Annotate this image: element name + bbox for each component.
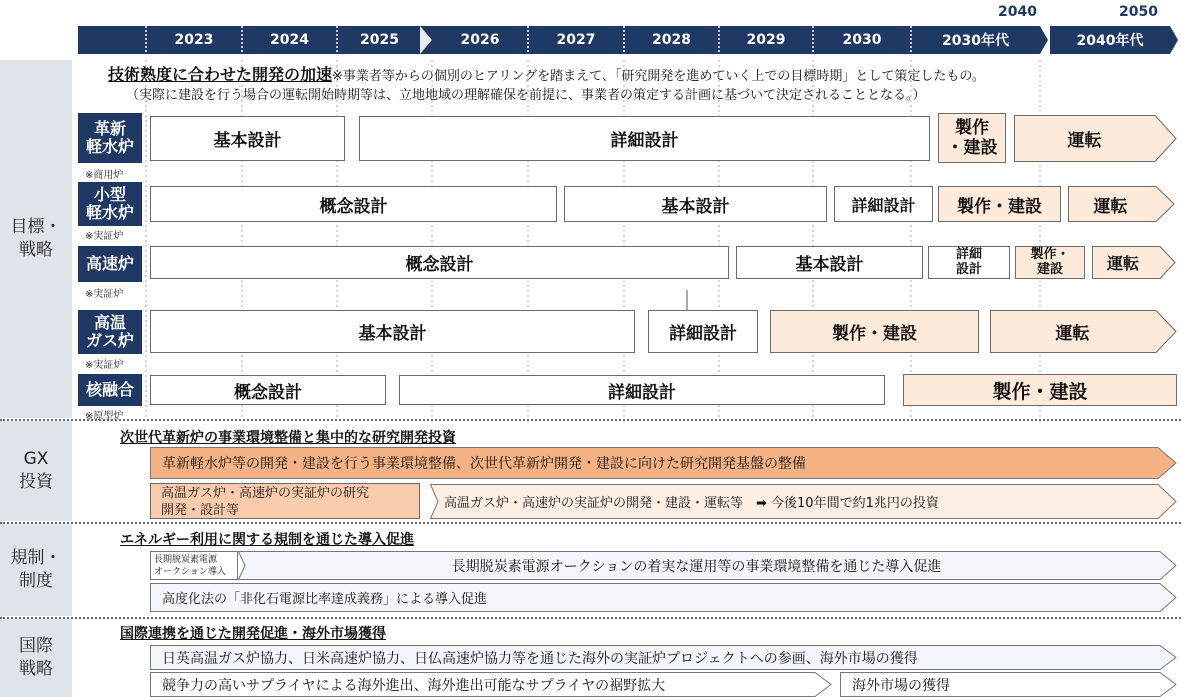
year-2025: 2025 bbox=[360, 32, 399, 48]
section-target: 目標・ 戦略 bbox=[0, 60, 72, 418]
gx-arrow-2-label: 高温ガス炉・高速炉の実証炉の開発・建設・運転等 ➡ 今後10年間で約1兆円の投資 bbox=[444, 496, 939, 511]
section-gx: GX 投資 bbox=[0, 421, 72, 521]
year-2028: 2028 bbox=[652, 32, 691, 48]
gx-arrow-1-label: 革新軽水炉等の開発・建設を行う事業環境整備、次世代革新炉開発・建設に向けた研究開発基盤の整備 bbox=[162, 456, 806, 472]
row-note-fast-reactor: ※実証炉 bbox=[85, 289, 124, 300]
title-note: ※事業者等からの個別のヒアリングを踏まえて、「研究開発を進めていく上での目標時期」として策定したもの。 bbox=[332, 69, 985, 84]
r3-operation bbox=[1092, 246, 1176, 279]
r3-manufacture-build: 製作・ 建設 bbox=[1015, 246, 1085, 279]
reg-arrow-2-label: 高度化法の「非化石電源比率達成義務」による導入促進 bbox=[162, 592, 488, 607]
row-label-htgr: 高温 ガス炉 bbox=[78, 310, 142, 354]
r3-operation-label: 運転 bbox=[1106, 254, 1139, 273]
r1-manufacture-build: 製作 ・建設 bbox=[938, 113, 1006, 163]
year-2029: 2029 bbox=[746, 32, 786, 48]
row-label-small-lwr: 小型 軽水炉 bbox=[78, 182, 142, 226]
r3-concept-design: 概念設計 bbox=[150, 246, 729, 279]
separator-1 bbox=[0, 419, 1181, 421]
r2-basic-design: 基本設計 bbox=[564, 186, 827, 222]
r1-operation bbox=[1014, 115, 1177, 162]
r2-operation bbox=[1068, 186, 1175, 222]
r2-operation-label: 運転 bbox=[1093, 196, 1128, 217]
r2-manufacture-build: 製作・建設 bbox=[938, 186, 1061, 222]
separator-2 bbox=[0, 522, 1181, 524]
gx-header: 次世代革新炉の事業環境整備と集中的な研究開発投資 bbox=[120, 430, 456, 446]
reg-arrow-2 bbox=[150, 583, 1177, 612]
r1-basic-design: 基本設計 bbox=[150, 116, 345, 161]
intl-arrow-1-label: 日英高温ガス炉協力、日米高速炉協力、日仏高速炉協力等を通じた海外の実証炉プロジェクトへの参画、海外市場の獲得 bbox=[162, 650, 918, 667]
row-note-fusion: ※原型炉 bbox=[85, 411, 124, 422]
r4-manufacture-build: 製作・建設 bbox=[770, 310, 979, 353]
r2-detailed-design: 詳細設計 bbox=[834, 186, 933, 222]
intl-arrow-3 bbox=[840, 672, 1177, 697]
title-line bbox=[108, 62, 1178, 85]
intl-arrow-3-label: 海外市場の獲得 bbox=[852, 677, 950, 694]
r2-concept-design: 概念設計 bbox=[150, 186, 557, 222]
r4-basic-design: 基本設計 bbox=[150, 310, 635, 353]
r5-detailed-design: 詳細設計 bbox=[399, 375, 885, 405]
section-regulation: 規制・ 制度 bbox=[0, 524, 72, 616]
gx-box-research: 高温ガス炉・高速炉の実証炉の研究 開発・設計等 bbox=[150, 483, 420, 519]
r4-operation bbox=[990, 310, 1177, 353]
reg-arrow-1 bbox=[238, 551, 1177, 580]
r5-manufacture-build: 製作・建設 bbox=[903, 374, 1177, 406]
r4-detailed-design: 詳細設計 bbox=[648, 310, 758, 353]
year-2030: 2030 bbox=[842, 32, 882, 48]
intl-header: 国際連携を通じた開発促進・海外市場獲得 bbox=[120, 626, 386, 642]
title-sub: （実際に建設を行う場合の運転開始時期等は、立地地域の理解確保を前提に、事業者の策定する計画に基づいて決定されることとなる。） bbox=[126, 88, 926, 103]
year-2030s: 2030年代 bbox=[942, 33, 1009, 49]
year-label-2050: 2050 bbox=[1119, 4, 1158, 20]
section-intl: 国際 戦略 bbox=[0, 619, 72, 697]
separator-3 bbox=[0, 617, 1181, 619]
r5-concept-design: 概念設計 bbox=[150, 375, 386, 405]
intl-arrow-2 bbox=[150, 672, 832, 697]
year-2040s: 2040年代 bbox=[1076, 33, 1144, 49]
reg-small-box: 長期脱炭素電源 オークション導入 bbox=[150, 551, 238, 580]
year-2026: 2026 bbox=[460, 32, 500, 48]
r4-operation-label: 運転 bbox=[1055, 324, 1090, 344]
row-label-innovative-lwr: 革新 軽水炉 bbox=[78, 113, 142, 163]
intl-arrow-2-label: 競争力の高いサプライヤによる海外進出、海外進出可能なサプライヤの裾野拡大 bbox=[162, 677, 666, 694]
gx-arrow-1 bbox=[150, 447, 1177, 479]
row-label-fast-reactor: 高速炉 bbox=[78, 246, 142, 282]
gx-arrow-2 bbox=[430, 484, 1177, 519]
year-2024: 2024 bbox=[270, 32, 309, 48]
row-note-htgr: ※実証炉 bbox=[85, 360, 124, 371]
intl-arrow-1 bbox=[150, 645, 1177, 670]
reg-header: エネルギー利用に関する規制を通じた導入促進 bbox=[120, 532, 414, 548]
r1-detailed-design: 詳細設計 bbox=[359, 116, 930, 161]
r3-basic-design: 基本設計 bbox=[736, 246, 923, 279]
row-note-innovative-lwr: ※商用炉 bbox=[85, 170, 124, 181]
title-main: 技術熟度に合わせた開発の加速 bbox=[108, 65, 333, 84]
reg-arrow-1-label: 長期脱炭素電源オークションの着実な運用等の事業環境整備を通じた導入促進 bbox=[451, 558, 942, 575]
year-label-2040: 2040 bbox=[998, 4, 1037, 20]
row-note-small-lwr: ※実証炉 bbox=[85, 231, 124, 242]
row-label-fusion: 核融合 bbox=[78, 374, 142, 406]
r1-operation-label: 運転 bbox=[1067, 131, 1102, 151]
year-2023: 2023 bbox=[174, 32, 214, 48]
r3-detailed-design: 詳細 設計 bbox=[928, 246, 1010, 279]
year-2027: 2027 bbox=[556, 32, 596, 48]
